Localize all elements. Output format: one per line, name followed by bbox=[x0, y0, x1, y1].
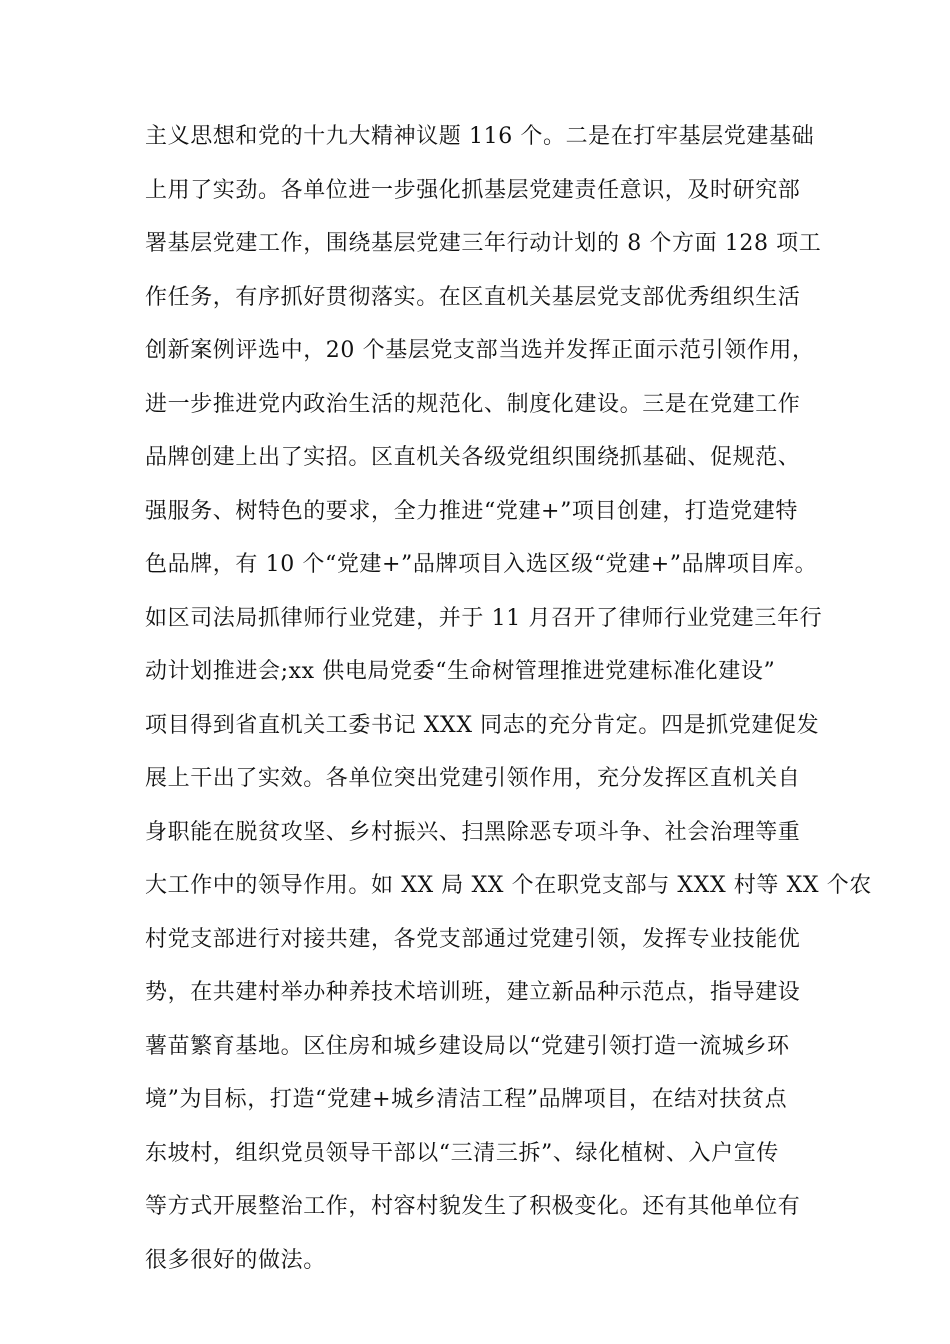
text-line: 主义思想和党的十九大精神议题 116 个。二是在打牢基层党建基础 bbox=[145, 124, 815, 149]
body-paragraph bbox=[145, 116, 872, 1293]
text-line: 身职能在脱贫攻坚、乡村振兴、扫黑除恶专项斗争、社会治理等重 bbox=[145, 819, 801, 845]
text-line: 东坡村，组织党员领导干部以“三清三拆”、绿化植树、入户宣传 bbox=[145, 1140, 779, 1166]
text-line: 很多很好的做法。 bbox=[145, 1247, 326, 1273]
text-line: 展上干出了实效。各单位突出党建引领作用，充分发挥区直机关自 bbox=[145, 766, 801, 791]
text-line: 薯苗繁育基地。区住房和城乡建设局以“党建引领打造一流城乡环 bbox=[145, 1033, 790, 1059]
text-line: 大工作中的领导作用。如 XX 局 XX 个在职党支部与 XXX 村等 XX 个农 bbox=[145, 873, 872, 898]
text-line: 强服务、树特色的要求，全力推进“党建+”项目创建，打造党建特 bbox=[145, 498, 798, 524]
text-line: 品牌创建上出了实招。区直机关各级党组织围绕抓基础、促规范、 bbox=[145, 445, 801, 470]
text-line: 动计划推进会;xx 供电局党委“生命树管理推进党建标准化建设” bbox=[145, 659, 776, 684]
text-line: 势，在共建村举办种养技术培训班，建立新品种示范点，指导建设 bbox=[145, 980, 801, 1005]
text-line: 上用了实劲。各单位进一步强化抓基层党建责任意识，及时研究部 bbox=[145, 177, 801, 203]
text-line: 署基层党建工作，围绕基层党建三年行动计划的 8 个方面 128 项工 bbox=[145, 231, 822, 256]
text-line: 作任务，有序抓好贯彻落实。在区直机关基层党支部优秀组织生活 bbox=[145, 284, 801, 310]
text-line: 进一步推进党内政治生活的规范化、制度化建设。三是在党建工作 bbox=[145, 391, 801, 417]
text-line: 创新案例评选中，20 个基层党支部当选并发挥正面示范引领作用， bbox=[145, 338, 815, 363]
text-line: 项目得到省直机关工委书记 XXX 同志的充分肯定。四是抓党建促发 bbox=[145, 712, 820, 738]
text-line: 如区司法局抓律师行业党建，并于 11 月召开了律师行业党建三年行 bbox=[145, 605, 823, 631]
text-line: 等方式开展整治工作，村容村貌发生了积极变化。还有其他单位有 bbox=[145, 1194, 801, 1219]
text-line: 境”为目标，打造“党建+城乡清洁工程”品牌项目，在结对扶贫点 bbox=[145, 1087, 788, 1112]
text-line: 色品牌，有 10 个“党建+”品牌项目入选区级“党建+”品牌项目库。 bbox=[145, 552, 818, 577]
text-line: 村党支部进行对接共建，各党支部通过党建引领，发挥专业技能优 bbox=[145, 926, 801, 952]
